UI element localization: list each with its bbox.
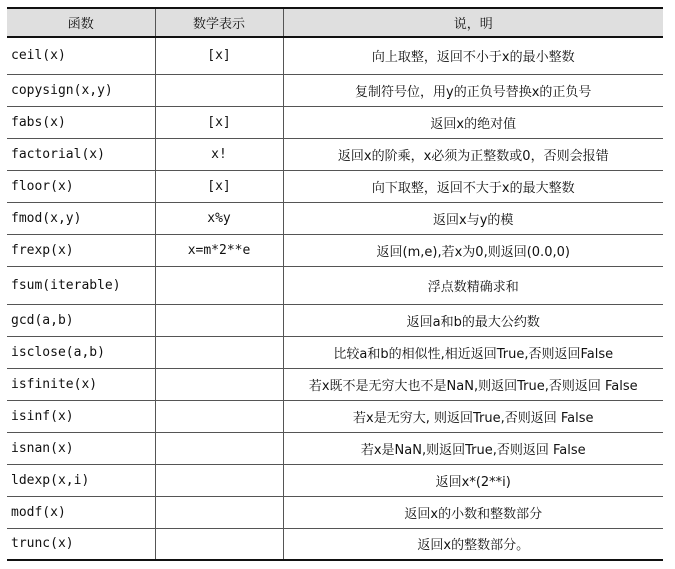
- description-cell: 返回(m,e),若x为0,则返回(0.0,0): [283, 234, 663, 266]
- function-cell: copysign(x,y): [7, 74, 155, 106]
- description-cell: 若x是无穷大, 则返回True,否则返回 False: [283, 400, 663, 432]
- math-notation-cell: [155, 74, 283, 106]
- table-row: [7, 400, 663, 432]
- header-math-notation: 数学表示: [155, 8, 283, 37]
- header-description: 说，明: [283, 8, 663, 37]
- function-cell: trunc(x): [7, 528, 155, 560]
- math-notation-cell: [155, 368, 283, 400]
- description-cell: 浮点数精确求和: [283, 266, 663, 304]
- description-cell: 若x既不是无穷大也不是NaN,则返回True,否则返回 False: [283, 368, 663, 400]
- table-row: [7, 74, 663, 106]
- table-row: [7, 496, 663, 528]
- description-cell: 返回x的阶乘，x必须为正整数或0，否则会报错: [283, 138, 663, 170]
- description-cell: 向上取整，返回不小于x的最小整数: [283, 37, 663, 74]
- function-cell: floor(x): [7, 170, 155, 202]
- function-cell: frexp(x): [7, 234, 155, 266]
- table-row: [7, 266, 663, 304]
- math-notation-cell: [155, 464, 283, 496]
- function-cell: ldexp(x,i): [7, 464, 155, 496]
- math-notation-cell: [x]: [155, 106, 283, 138]
- header-row: [7, 8, 663, 37]
- description-cell: 返回x的绝对值: [283, 106, 663, 138]
- function-cell: fmod(x,y): [7, 202, 155, 234]
- table-header: [7, 8, 663, 37]
- math-notation-cell: [155, 336, 283, 368]
- table-row: [7, 464, 663, 496]
- math-notation-cell: [x]: [155, 37, 283, 74]
- table-row: [7, 170, 663, 202]
- table-body: [7, 37, 663, 560]
- function-cell: ceil(x): [7, 37, 155, 74]
- function-cell: gcd(a,b): [7, 304, 155, 336]
- description-cell: 返回a和b的最大公约数: [283, 304, 663, 336]
- description-cell: 若x是NaN,则返回True,否则返回 False: [283, 432, 663, 464]
- table-row: [7, 234, 663, 266]
- table-row: [7, 368, 663, 400]
- function-cell: isnan(x): [7, 432, 155, 464]
- table-row: [7, 336, 663, 368]
- math-notation-cell: [x]: [155, 170, 283, 202]
- table-row: [7, 37, 663, 74]
- math-notation-cell: x%y: [155, 202, 283, 234]
- function-cell: fabs(x): [7, 106, 155, 138]
- math-notation-cell: [155, 496, 283, 528]
- math-notation-cell: x!: [155, 138, 283, 170]
- math-notation-cell: [155, 528, 283, 560]
- function-cell: isfinite(x): [7, 368, 155, 400]
- math-functions-table: [7, 7, 663, 561]
- description-cell: 向下取整，返回不大于x的最大整数: [283, 170, 663, 202]
- description-cell: 返回x*(2**i): [283, 464, 663, 496]
- function-cell: fsum(iterable): [7, 266, 155, 304]
- math-notation-cell: [155, 304, 283, 336]
- math-notation-cell: x=m*2**e: [155, 234, 283, 266]
- math-notation-cell: [155, 432, 283, 464]
- function-cell: factorial(x): [7, 138, 155, 170]
- math-notation-cell: [155, 400, 283, 432]
- function-cell: isclose(a,b): [7, 336, 155, 368]
- function-cell: modf(x): [7, 496, 155, 528]
- description-cell: 返回x的整数部分。: [283, 528, 663, 560]
- table-row: [7, 202, 663, 234]
- header-function: 函数: [7, 8, 155, 37]
- math-notation-cell: [155, 266, 283, 304]
- table-row: [7, 528, 663, 560]
- description-cell: 比较a和b的相似性,相近返回True,否则返回False: [283, 336, 663, 368]
- description-cell: 复制符号位，用y的正负号替换x的正负号: [283, 74, 663, 106]
- function-cell: isinf(x): [7, 400, 155, 432]
- description-cell: 返回x与y的模: [283, 202, 663, 234]
- description-cell: 返回x的小数和整数部分: [283, 496, 663, 528]
- table-row: [7, 432, 663, 464]
- table-row: [7, 138, 663, 170]
- table-row: [7, 304, 663, 336]
- function-table-container: [7, 7, 663, 561]
- table-row: [7, 106, 663, 138]
